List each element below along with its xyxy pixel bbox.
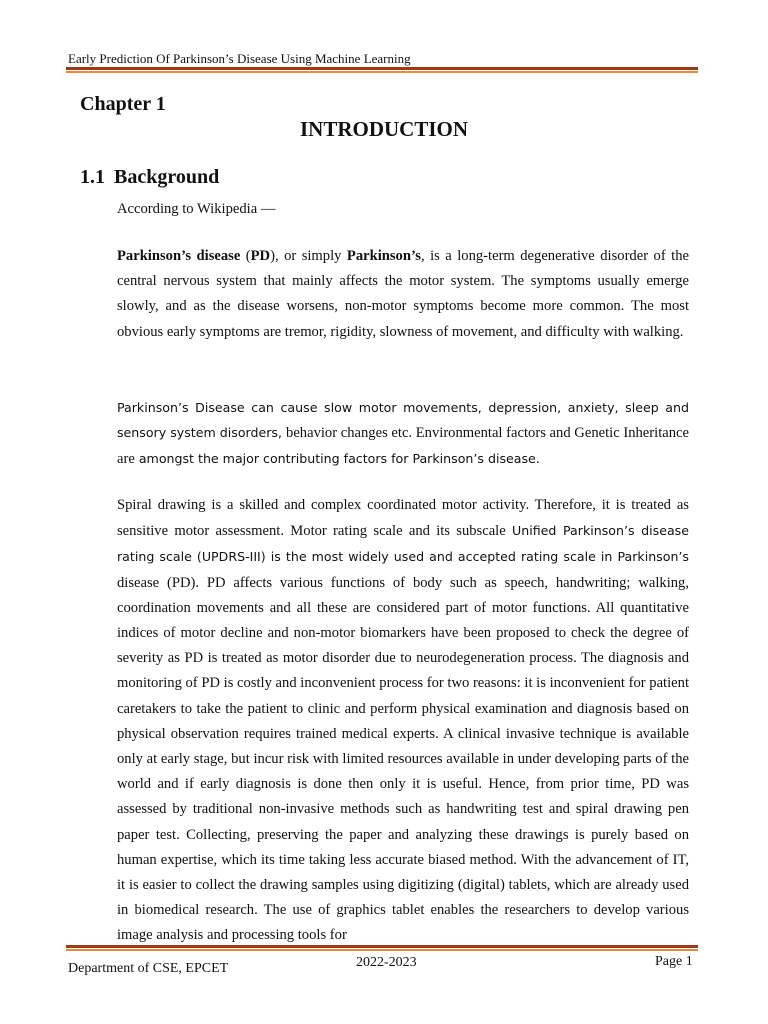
section-heading: 1.1 Background xyxy=(80,166,220,188)
term-parkinsons: Parkinson’s xyxy=(346,248,421,264)
footer-year: 2022-2023 xyxy=(356,955,417,970)
p3-text-a: Spiral drawing is a skilled and complex coordinated motor activity. Therefore, it is treated as sensitive motor assessment. Motor rating scale and its subscale xyxy=(117,497,689,540)
paragraph-2 xyxy=(117,395,689,473)
section-intro: According to Wikipedia — xyxy=(117,201,276,217)
term-parkinsons-disease: Parkinson’s disease xyxy=(117,248,241,264)
header-rule-light xyxy=(66,71,698,73)
p3-text-b: Unified Parkinson’s disease rating scale (UPDRS-III) is the most widely used and accepted rating scale in Parkinson’s xyxy=(117,523,689,565)
p2-text-a: Parkinson’s Disease can cause slow motor movements, depression, anxiety, sleep and sensory system disorders, xyxy=(117,400,689,441)
p1-body: , is a long-term degenerative disorder of the central nervous system that mainly affects the motor system. The symptoms usually emerge slowly, and as the disease worsens, non-motor symptoms become more common. The most obvious early symptoms are tremor, rigidity, slowness of movement, and difficulty with walking. xyxy=(117,248,689,340)
header-rule-dark xyxy=(66,67,698,70)
footer-page-number: Page 1 xyxy=(655,954,693,969)
running-title: Early Prediction Of Parkinson’s Disease Using Machine Learning xyxy=(68,51,411,66)
chapter-title: INTRODUCTION xyxy=(299,117,469,141)
chapter-label: Chapter 1 xyxy=(80,93,166,115)
footer-rule-light xyxy=(66,949,698,951)
p2-text-b: behavior changes etc. Environmental factors and Genetic Inheritance are xyxy=(117,425,689,468)
p1-text-1: ( xyxy=(240,248,251,264)
footer-rule-dark xyxy=(66,945,698,948)
p2-text-c: amongst the major contributing factors for Parkinson’s disease. xyxy=(134,451,540,467)
p3-text-c: disease (PD). PD affects various functions of body such as speech, handwriting; walking, coordination movements and all these are considered part of motor functions. All quantitative indices of motor decline and non-motor biomarkers have been proposed to check the degree of severity as PD is treated as motor disorder due to neurodegeneration process. The diagnosis and monitoring of PD is costly and inconvenient process for two reasons: it is inconvenient for patient caretakers to take the patient to clinic and perform physical examination and diagnosis based on physical observation requires trained medical experts. A clinical invasive technique is available only at early stage, but incur risk with limited resources available in under developing parts of the world and if early diagnosis is done then only it is useful. Hence, from prior time, PD was assessed by traditional non-invasive methods such as handwriting test and spiral drawing pen paper test. Collecting, preserving the paper and analyzing these drawings is purely based on human expertise, which its time taking less accurate biased method. With the advancement of IT, it is easier to collect the drawing samples using digitizing (digital) tablets, which are already used in biomedical research. The use of graphics tablet enables the researchers to develop various image analysis and processing tools for xyxy=(117,574,689,944)
p1-text-2: ), or simply xyxy=(270,248,347,264)
footer-department: Department of CSE, EPCET xyxy=(68,961,229,976)
term-pd: PD xyxy=(250,248,271,264)
paragraph-3 xyxy=(117,493,689,949)
paragraph-1 xyxy=(117,244,689,345)
